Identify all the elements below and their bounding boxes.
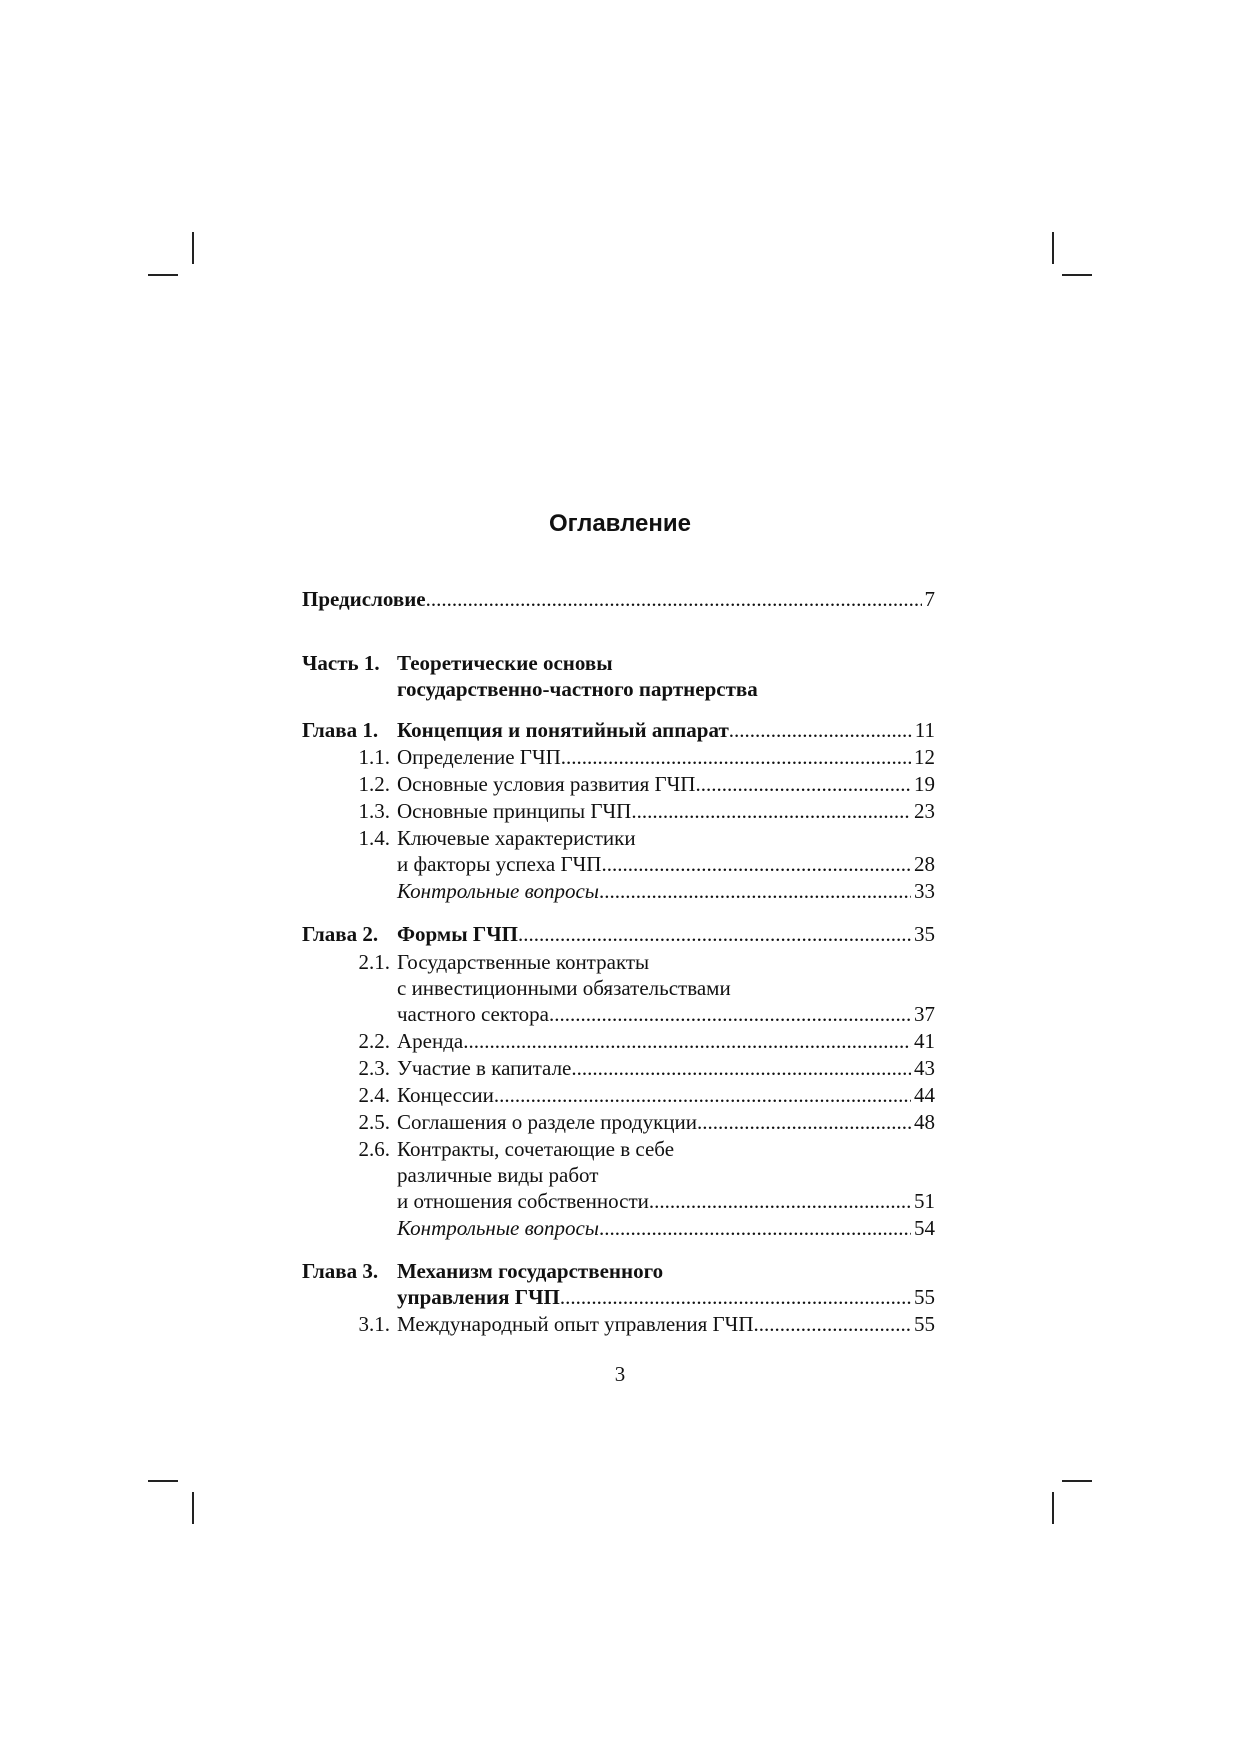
toc-chapter-2[interactable] [302,920,935,948]
chapter-label: Глава 1. [302,718,379,742]
section-title: Международный опыт управления ГЧП [397,1312,754,1336]
dot-leader [601,850,911,878]
section-title-line: и отношения собственности [397,1189,649,1213]
toc-page-number: 55 [914,1312,935,1336]
section-number: 2.2. [358,1029,390,1053]
toc-page-number: 41 [914,1029,935,1053]
toc-section[interactable] [302,1054,935,1082]
dot-leader [426,585,922,613]
section-title: Основные принципы ГЧП [397,799,632,823]
part-title-line: государственно-частного партнерства [397,677,758,701]
dot-leader [754,1310,912,1338]
section-title: Государственные контракты [397,950,650,974]
toc-page-number: 48 [914,1110,935,1134]
crop-mark [192,1492,194,1524]
crop-mark [1052,1492,1054,1524]
section-title-line: различные виды работ [397,1163,599,1187]
toc-section[interactable] [302,948,935,976]
crop-mark [1062,1480,1092,1482]
toc-section-continued [302,974,935,1002]
toc-section[interactable] [302,743,935,771]
chapter-title: Формы ГЧП [397,922,518,946]
section-number: 3.1. [358,1312,390,1336]
toc-part-heading[interactable] [302,649,935,677]
dot-leader [549,1000,911,1028]
section-number: 1.3. [358,799,390,823]
toc-questions[interactable] [302,877,935,905]
dot-leader [560,1283,911,1311]
section-title-line: с инвестиционными обязательствами [397,976,731,1000]
section-number: 1.4. [358,826,390,850]
toc-questions[interactable] [302,1214,935,1242]
questions-title: Контрольные вопросы [397,879,600,903]
chapter-title: Концепция и понятийный аппарат [397,718,729,742]
questions-title: Контрольные вопросы [397,1216,600,1240]
dot-leader [494,1081,911,1109]
toc-page-number: 23 [914,799,935,823]
section-number: 2.6. [358,1137,390,1161]
toc-page-number: 43 [914,1056,935,1080]
toc-page-number: 37 [914,1002,935,1026]
toc-page-number: 44 [914,1083,935,1107]
dot-leader [697,1108,911,1136]
dot-leader [695,770,911,798]
toc-part-heading-continued [302,675,935,703]
toc-section-continued[interactable] [302,850,935,878]
dot-leader [599,1214,911,1242]
toc-section[interactable] [302,797,935,825]
dot-leader [463,1027,911,1055]
dot-leader [518,920,911,948]
part-title: Теоретические основы [397,651,613,675]
toc-section-continued [302,1161,935,1189]
page-title: Оглавление [549,510,691,537]
toc-section[interactable] [302,1310,935,1338]
chapter-label: Глава 3. [302,1259,379,1283]
toc-section[interactable] [302,770,935,798]
dot-leader [599,877,911,905]
chapter-title-line: управления ГЧП [397,1285,560,1309]
page-number: 3 [614,1362,626,1386]
section-number: 1.1. [358,745,390,769]
dot-leader [571,1054,911,1082]
section-title: Ключевые характеристики [397,826,636,850]
crop-mark [148,274,178,276]
toc-section[interactable] [302,824,935,852]
part-label: Часть 1. [302,651,380,675]
section-title: Соглашения о разделе продукции [397,1110,698,1134]
toc-page-number: 51 [914,1189,935,1213]
section-number: 2.4. [358,1083,390,1107]
toc-entry-title: Предисловие [302,587,426,611]
toc-section[interactable] [302,1108,935,1136]
toc-page-number: 19 [914,772,935,796]
toc-entry-preface[interactable] [302,585,935,613]
section-number: 2.1. [358,950,390,974]
chapter-title: Механизм государственного [397,1259,664,1283]
section-title-line: и факторы успеха ГЧП [397,852,602,876]
toc-chapter-3[interactable] [302,1257,935,1285]
section-number: 2.5. [358,1110,390,1134]
crop-mark [1062,274,1092,276]
toc-section[interactable] [302,1027,935,1055]
toc-page-number: 35 [914,922,935,946]
section-title: Контракты, сочетающие в себе [397,1137,675,1161]
section-title: Концессии [397,1083,494,1107]
crop-mark [148,1480,178,1482]
crop-mark [1052,232,1054,264]
toc-section[interactable] [302,1135,935,1163]
toc-page-number: 28 [914,852,935,876]
toc-page-number: 11 [914,718,935,742]
toc-page-number: 7 [924,587,935,611]
section-title-line: частного сектора [397,1002,550,1026]
section-title: Определение ГЧП [397,745,561,769]
dot-leader [631,797,911,825]
toc-chapter-1[interactable] [302,716,935,744]
toc-page-number: 55 [914,1285,935,1309]
toc-page-number: 54 [914,1216,935,1240]
dot-leader [729,716,912,744]
toc-page-number: 12 [914,745,935,769]
toc-section-continued[interactable] [302,1000,935,1028]
section-number: 1.2. [358,772,390,796]
chapter-label: Глава 2. [302,922,379,946]
section-title: Аренда [397,1029,464,1053]
dot-leader [649,1187,911,1215]
section-number: 2.3. [358,1056,390,1080]
toc-section-continued[interactable] [302,1187,935,1215]
toc-page-number: 33 [914,879,935,903]
toc-section[interactable] [302,1081,935,1109]
section-title: Участие в капитале [397,1056,572,1080]
toc-chapter-3-continued[interactable] [302,1283,935,1311]
crop-mark [192,232,194,264]
dot-leader [561,743,911,771]
section-title: Основные условия развития ГЧП [397,772,696,796]
